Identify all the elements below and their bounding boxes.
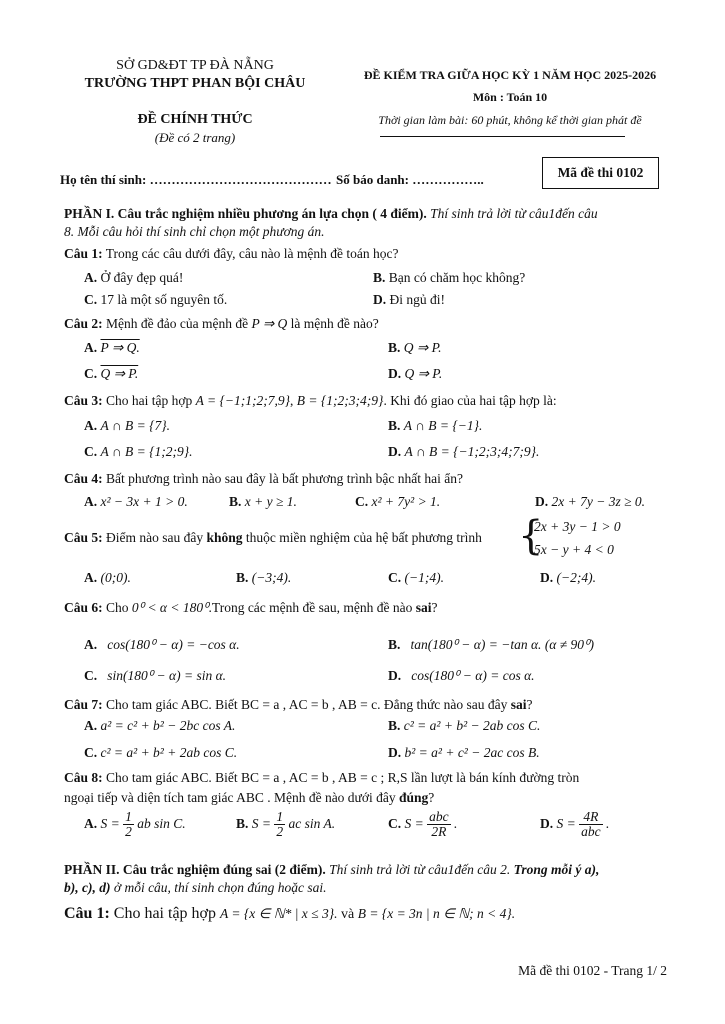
- q8-option-a: A. S = $\frac{1}{2}$ ab sin C.: [84, 809, 186, 840]
- student-id-label: Số báo danh: ……………..: [336, 172, 484, 187]
- q5-inequality-2: 5x − y + 4 < 0: [534, 542, 614, 557]
- page-footer: Mã đề thi 0102 - Trang 1/ 2: [518, 963, 667, 978]
- system-brace: {: [518, 513, 544, 559]
- part1-intro: 8. Mỗi câu hỏi thí sinh chỉ chọn một phương án.: [64, 224, 325, 239]
- q2-option-d: D. Q ⇒ P.: [388, 366, 443, 381]
- q8-option-b: B. S = $\frac{1}{2}$ ac sin A.: [236, 809, 336, 840]
- school-name: TRƯỜNG THPT PHAN BỘI CHÂU: [84, 76, 306, 91]
- q3-option-b: B. A ∩ B = {−1}.: [388, 418, 483, 433]
- q1-stem: Câu 1: Trong các câu dưới đây, câu nào là mệnh đề toán học?: [64, 246, 399, 261]
- q2-option-c: C. Q ⇒ P.: [84, 366, 139, 381]
- q3-option-c: C. A ∩ B = {1;2;9}.: [84, 444, 193, 459]
- header-divider: [380, 136, 625, 137]
- time-note: Thời gian làm bài: 60 phút, không kể thời gian phát đề: [378, 113, 642, 127]
- q5-option-a: A. (0;0).: [84, 570, 131, 585]
- q8-option-d: D. S = $\frac{4R}{\text{abc}}$ .: [540, 809, 610, 840]
- q8-stem-line2: ngoại tiếp và diện tích tam giác ABC . Mệnh đề nào dưới đây đúng?: [64, 790, 435, 805]
- q6-option-a: A. cos(180⁰ − α) = −cos α.: [84, 637, 240, 652]
- q3-stem: Câu 3: Cho hai tập hợp A = {−1;1;2;7,9}, B = {1;2;3;4;9}. Khi đó giao của hai tập hợp là:: [64, 393, 557, 408]
- q2-option-b: B. Q ⇒ P.: [388, 340, 442, 355]
- q3-option-d: D. A ∩ B = {−1;2;3;4;7;9}.: [388, 444, 540, 459]
- q1-option-d: D. Đi ngủ đi!: [373, 292, 445, 307]
- q5-option-c: C. (−1;4).: [388, 570, 444, 585]
- q4-option-d: D. 2x + 7y − 3z ≥ 0.: [535, 494, 645, 509]
- q7-option-b: B. c² = a² + b² − 2ab cos C.: [388, 718, 541, 733]
- q7-option-d: D. b² = a² + c² − 2ac cos B.: [388, 745, 540, 760]
- part2-q1-stem: Câu 1: Cho hai tập hợp A = {x ∈ ℕ* | x ≤ 3}. và B = {x = 3n | n ∈ ℕ; n < 4}.: [64, 905, 516, 922]
- exam-code-box: Mã đề thi 0102: [542, 157, 659, 189]
- department-name: SỞ GD&ĐT TP ĐÀ NẴNG: [116, 58, 274, 73]
- part1-heading: PHẦN I. Câu trắc nghiệm nhiều phương án lựa chọn ( 4 điểm). Thí sinh trả lời từ câu1đến câu: [64, 206, 598, 221]
- q7-option-c: C. c² = a² + b² + 2ab cos C.: [84, 745, 238, 760]
- q4-option-c: C. x² + 7y² > 1.: [355, 494, 441, 509]
- q4-option-b: B. x + y ≥ 1.: [229, 494, 297, 509]
- part2-heading: PHẦN II. Câu trắc nghiệm đúng sai (2 điểm). Thí sinh trả lời từ câu1đến câu 2. Trong mỗi ý a),: [64, 862, 600, 877]
- q2-option-a: A. P ⇒ Q.: [84, 340, 140, 355]
- q7-stem: Câu 7: Cho tam giác ABC. Biết BC = a , AC = b , AB = c. Đẳng thức nào sau đây sai?: [64, 697, 533, 712]
- q5-inequality-1: 2x + 3y − 1 > 0: [534, 519, 621, 534]
- q5-stem: Câu 5: Điểm nào sau đây không thuộc miền nghiệm của hệ bất phương trình: [64, 530, 482, 545]
- exam-title: ĐỀ KIỂM TRA GIỮA HỌC KỲ 1 NĂM HỌC 2025-2026: [363, 68, 657, 82]
- q1-option-a: A. Ở đây đẹp quá!: [84, 270, 184, 285]
- q5-option-b: B. (−3;4).: [236, 570, 292, 585]
- q6-option-b: B. tan(180⁰ − α) = −tan α. (α ≠ 90⁰): [388, 637, 594, 652]
- q1-option-b: B. Bạn có chăm học không?: [373, 270, 526, 285]
- q4-stem: Câu 4: Bất phương trình nào sau đây là bất phương trình bậc nhất hai ẩn?: [64, 471, 463, 486]
- q5-option-d: D. (−2;4).: [540, 570, 596, 585]
- subject: Môn : Toán 10: [472, 90, 548, 104]
- q8-option-c: C. S = $\frac{\text{abc}}{2R}$ .: [388, 809, 458, 840]
- student-name-label: Họ tên thí sinh: ……………………………………: [60, 172, 332, 187]
- q1-option-c: C. 17 là một số nguyên tố.: [84, 292, 228, 307]
- official-label: ĐỀ CHÍNH THỨC: [137, 112, 253, 127]
- q6-stem: Câu 6: Cho 0⁰ < α < 180⁰.Trong các mệnh đề sau, mệnh đề nào sai?: [64, 600, 438, 615]
- q4-option-a: A. x² − 3x + 1 > 0.: [84, 494, 188, 509]
- q2-stem: Câu 2: Mệnh đề đảo của mệnh đề P ⇒ Q là mệnh đề nào?: [64, 316, 379, 331]
- pages-note: (Đề có 2 trang): [154, 130, 236, 145]
- q3-option-a: A. A ∩ B = {7}.: [84, 418, 171, 433]
- q6-option-d: D. cos(180⁰ − α) = cos α.: [388, 668, 535, 683]
- q7-option-a: A. a² = c² + b² − 2bc cos A.: [84, 718, 236, 733]
- q6-option-c: C. sin(180⁰ − α) = sin α.: [84, 668, 227, 683]
- part2-intro: b), c), d) ở mỗi câu, thí sinh chọn đúng hoặc sai.: [64, 880, 327, 895]
- q8-stem: Câu 8: Cho tam giác ABC. Biết BC = a , AC = b , AB = c ; R,S lần lượt là bán kính đường tròn: [64, 770, 580, 785]
